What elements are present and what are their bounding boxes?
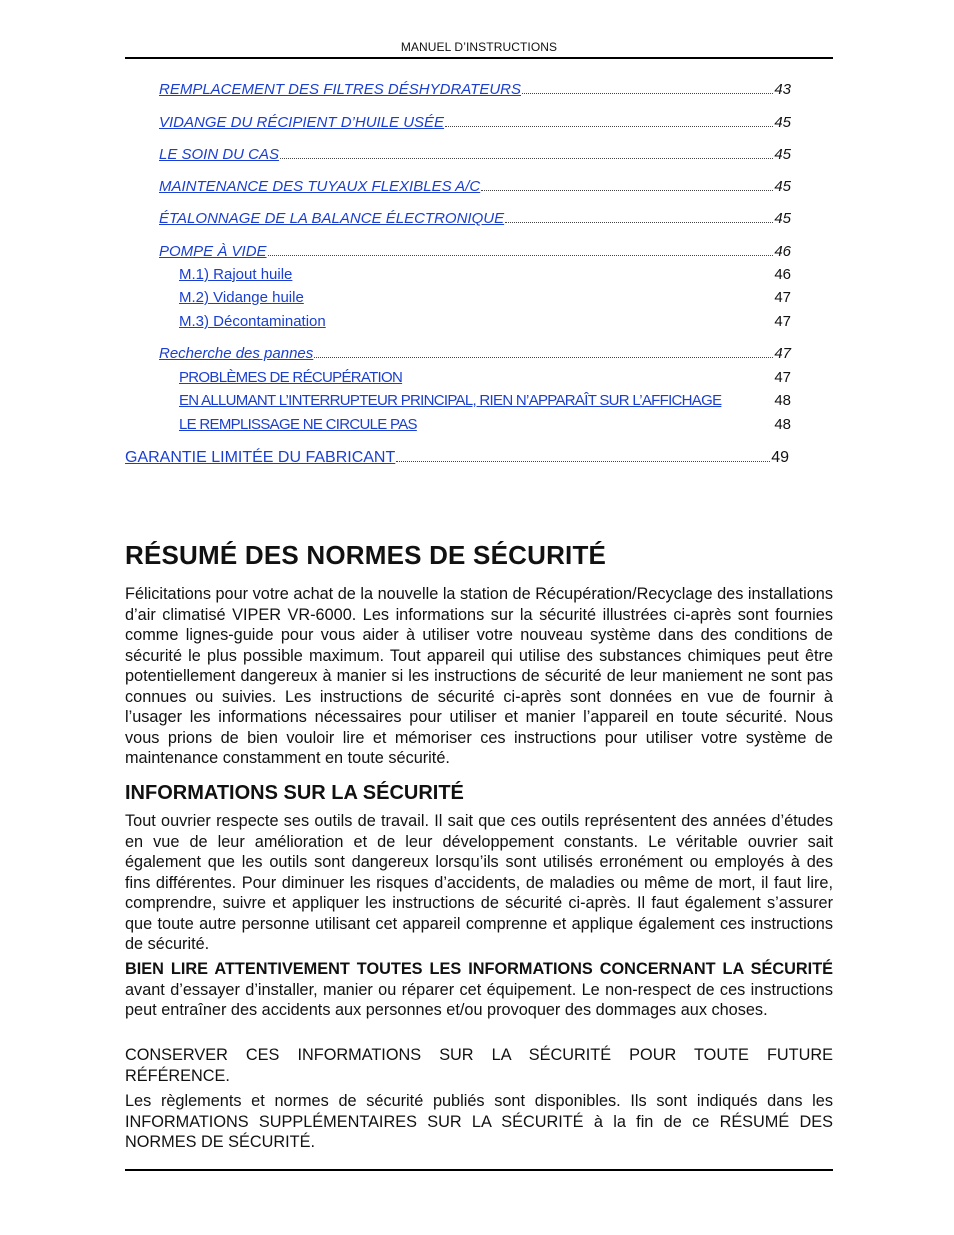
toc-link[interactable]: MAINTENANCE DES TUYAUX FLEXIBLES A/C [159, 178, 481, 195]
toc-link[interactable]: M.1) Rajout huile [179, 266, 293, 283]
toc-entry[interactable] [179, 416, 791, 433]
toc-page: 48 [774, 416, 791, 433]
toc-page: 47 [774, 313, 791, 330]
toc-page: 45 [774, 146, 791, 163]
safety-paragraph-2 [125, 959, 833, 1021]
toc-page: 46 [774, 266, 791, 283]
toc-link[interactable]: Recherche des pannes [159, 345, 314, 362]
toc-page: 46 [774, 243, 791, 260]
toc-link[interactable]: M.3) Décontamination [179, 313, 326, 330]
intro-paragraph: Félicitations pour votre achat de la nouvelle la station de Récupération/Recyclage des installations d’air climatisé VIPER VR-6000. Les informations sur la sécurité illustrées ci-après sont fournies comme lignes-guide pour vous aider à utiliser votre nouveau système dans des conditions de sécurité le plus possible maximum. Tout appareil qui utilise des substances chimiques peut être potentiellement dangereux à manier si les instructions de sécurité de leur maniement ne sont pas connues ou suivies. Les instructions de sécurité ci-après sont données en vue de fournir à l’usager les informations nécessaires pour utiliser et manier l’appareil en toute sécurité. Nous vous prions de bien vouloir lire et mémoriser ces instructions pour utiliser votre système de maintenance constamment en toute sécurité. [125, 585, 833, 767]
page-header: MANUEL D’INSTRUCTIONS [400, 40, 558, 54]
toc-link[interactable]: EN ALLUMANT L’INTERRUPTEUR PRINCIPAL, RIEN N’APPARAÎT SUR L’AFFICHAGE [179, 392, 722, 409]
toc-entry[interactable] [179, 289, 791, 306]
toc-link[interactable]: ÉTALONNAGE DE LA BALANCE ÉLECTRONIQUE [159, 210, 505, 227]
header-rule [125, 57, 833, 59]
toc-entry[interactable] [159, 345, 791, 362]
safety-paragraph-3: CONSERVER CES INFORMATIONS SUR LA SÉCURITÉ POUR TOUTE FUTURE RÉFÉRENCE. [125, 1046, 833, 1085]
toc-entry[interactable] [159, 243, 791, 260]
section-title: RÉSUMÉ DES NORMES DE SÉCURITÉ [125, 540, 607, 570]
toc-link[interactable]: POMPE À VIDE [159, 243, 267, 260]
subsection-title: INFORMATIONS SUR LA SÉCURITÉ [125, 782, 464, 804]
toc-page: 43 [774, 81, 791, 98]
toc-entry[interactable] [159, 114, 791, 131]
toc-entry[interactable] [125, 449, 789, 467]
toc-entry[interactable] [179, 266, 791, 283]
toc-page: 49 [771, 449, 789, 466]
safety-warning-rest: avant d’essayer d’installer, manier ou réparer cet équipement. Le non-respect de ces instructions peut entraîner des accidents aux personnes et/ou provoquer des dommages aux choses. [125, 980, 833, 1019]
toc-link[interactable]: VIDANGE DU RÉCIPIENT D’HUILE USÉE [159, 114, 445, 131]
toc-link[interactable]: PROBLÈMES DE RÉCUPÉRATION [179, 369, 403, 386]
toc-entry[interactable] [179, 392, 791, 409]
safety-paragraph-1: Tout ouvrier respecte ses outils de travail. Il sait que ces outils représentent des années d’études en vue de leur amélioration et de leur développement constants. Le véritable ouvrier sait également que les outils sont dangereux lorsqu’ils sont utilisés erronément ou employés à des fins différentes. Pour diminuer les risques d’accidents, de maladies ou même de mort, il faut lire, comprendre, suivre et appliquer les instructions de sécurité ci-après. Il faut également s’assurer que toute autre personne utilisant cet appareil comprenne et applique également ces instructions de sécurité. [125, 812, 833, 953]
toc-entry[interactable] [179, 313, 791, 330]
footer-rule [125, 1169, 833, 1171]
toc-link[interactable]: GARANTIE LIMITÉE DU FABRICANT [125, 449, 396, 466]
toc-page: 47 [774, 345, 791, 362]
toc-link[interactable]: LE SOIN DU CAS [159, 146, 280, 163]
toc-link[interactable]: LE REMPLISSAGE NE CIRCULE PAS [179, 416, 417, 433]
toc-page: 45 [774, 178, 791, 195]
toc-page: 48 [774, 392, 791, 409]
toc-page: 47 [774, 289, 791, 306]
toc-entry[interactable] [159, 210, 791, 227]
safety-warning-bold: BIEN LIRE ATTENTIVEMENT TOUTES LES INFORMATIONS CONCERNANT LA SÉCURITÉ [125, 960, 833, 978]
toc-entry[interactable] [159, 178, 791, 195]
toc-entry[interactable] [159, 146, 791, 163]
safety-paragraph-4: Les règlements et normes de sécurité publiés sont disponibles. Ils sont indiqués dans les INFORMATIONS SUPPLÉMENTAIRES SUR LA SÉCURITÉ à la fin de ce RÉSUMÉ DES NORMES DE SÉCURITÉ. [125, 1092, 833, 1151]
toc-link[interactable]: M.2) Vidange huile [179, 289, 304, 306]
toc-page: 45 [774, 210, 791, 227]
toc-link[interactable]: REMPLACEMENT DES FILTRES DÉSHYDRATEURS [159, 81, 521, 98]
toc-page: 45 [774, 114, 791, 131]
toc-entry[interactable] [159, 81, 791, 98]
toc-entry[interactable] [179, 369, 791, 386]
toc-page: 47 [774, 369, 791, 386]
